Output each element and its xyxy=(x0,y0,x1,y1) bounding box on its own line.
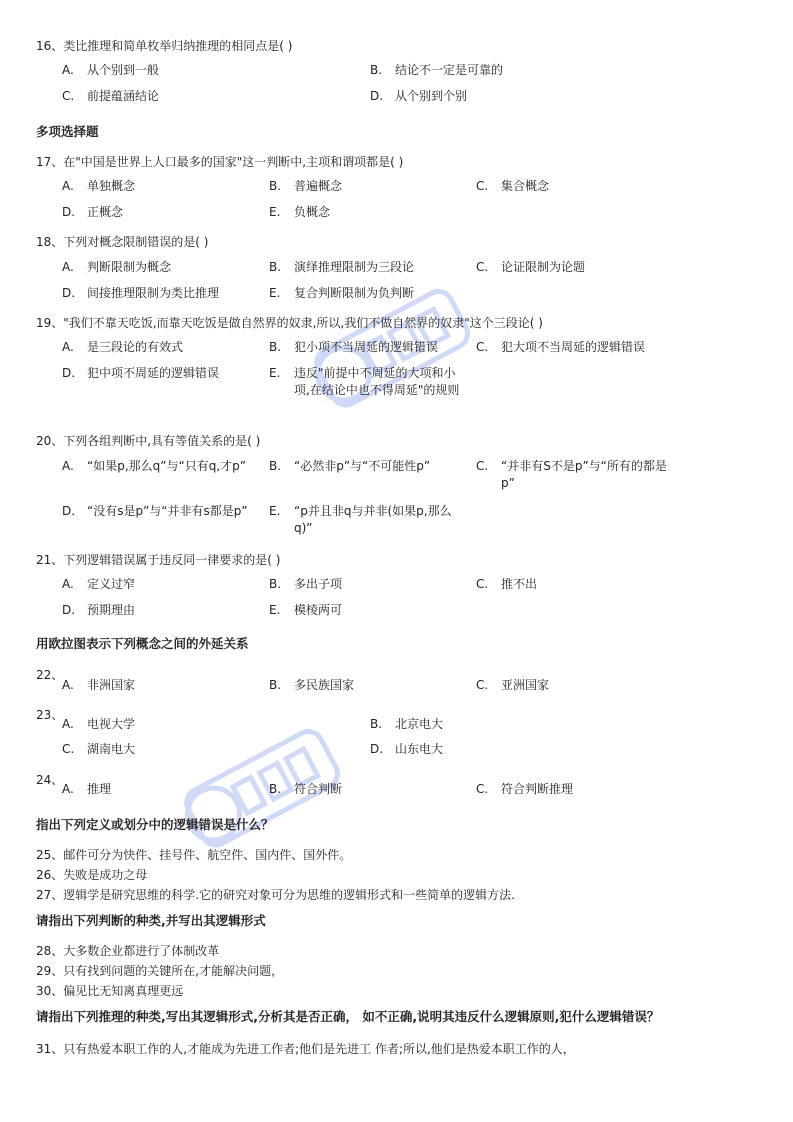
question-24-number: 24、 xyxy=(36,773,64,787)
section-multiple-choice: 多项选择题 xyxy=(36,124,99,139)
question-23-number: 23、 xyxy=(36,708,64,722)
question-31: 31、只有热爱本职工作的人,才能成为先进工作者;他们是先进工 作者;所以,他们是热爱本职工作的人， xyxy=(36,1042,575,1056)
section-judgment-types: 请指出下列判断的种类,并写出其逻辑形式 xyxy=(36,913,266,928)
q20-option-e[interactable]: E. “p并且非q与并非(如果p,那么q)” xyxy=(269,504,452,535)
question-21-stem: 21、下列逻辑错误属于违反同一律要求的是( ) xyxy=(36,553,281,567)
question-30: 30、偏见比无知离真理更远 xyxy=(36,984,184,998)
question-16-stem: 16、类比推理和简单枚举归纳推理的相同点是( ) xyxy=(36,39,293,53)
question-17-stem: 17、在"中国是世界上人口最多的国家"这一判断中,主项和谓项都是( ) xyxy=(36,155,404,169)
q19-option-e[interactable]: E. 违反"前提中不周延的大项和小项,在结论中也不得周延"的规则 xyxy=(269,366,460,397)
question-28: 28、大多数企业都进行了体制改革 xyxy=(36,944,220,958)
question-27: 27、逻辑学是研究思维的科学.它的研究对象可分为思维的逻辑形式和一些简单的逻辑方法. xyxy=(36,888,515,902)
question-22-number: 22、 xyxy=(36,668,64,682)
exam-page: 16、类比推理和简单枚举归纳推理的相同点是( ) A. 从个别到一般 B. 结论不一定是可靠的 C. 前提蕴涵结论 D. 从个别到个别 多项选择题 17、在"中国是世界上人口最多的国家"这一判断中,主项和谓项都是( ) A. 单独概念 B. 普遍概念 C. 集合概念 D. 正概念 E. 负概念 18、下列对概念限制错误的是( ) A. 判断限制为概念 B. 演绎推理限制为三段论 C. 论证限制为论题 D. 间接推理限制为类比推理 E. 复合判断限制为负判断 19、"我们不靠天吃饭,而靠天吃饭是做自然界的奴隶,所以,我们不做自然界的奴隶"这个三段论( ) A. 是三段论的有效式 B. 犯小项不当周延的逻辑错误 C. 犯大项不当周延的逻辑错误 D. 犯中项不周延的逻辑错误 E. 违反"前提中不周延的大项和小项,在结论中也不得周延"的规则 20、下列各组判断中,具有等值关系的是( ) A. “如果p,那么q”与“只有q,才p” B. “必然非p”与“不可能性p” C. “并非有S不是p”与“所有的都是p” D. “没有s是p”与“并非有s都是p” E. “p并且非q与并非(如果p,那么q)” 21、下列逻辑错误属于违反同一律要求的是( ) A. 定义过窄 B. 多出子项 C. 推不出 D. 预期理由 E. 模棱两可 用欧拉图表示下列概念之间的外延关系 22、 A. 非洲国家 B. 多民族国家 C. 亚洲国家 23、 A. 电视大学 B. 北京电大 C. 湖南电大 D. 山东电大 24、 A. 推理 B. 符合判断 C. 符合判断推理 指出下列定义或划分中的逻辑错误是什么？ 25、邮件可分为快件、挂号件、航空件、国内件、国外件。 26、失败是成功之母 27、逻辑学是研究思维的科学.它的研究对象可分为思维的逻辑形式和一些简单的逻辑方法. 请指出下列判断的种类,并写出其逻辑形式 28、大多数企业都进行了体制改革 29、只有找到问题的关键所在,才能解决问题， 30、偏见比无知离真理更远 请指出下列推理的种类,写出其逻辑形式,分析其是否正确， 如不正确,说明其违反什么逻辑原则,犯什么逻辑错误？ 31、只有热爱本职工作的人,才能成为先进工作者;他们是先进工 作者;所以,他们是热爱本职工作的人， xyxy=(0,0,793,1122)
section-euler-diagram: 用欧拉图表示下列概念之间的外延关系 xyxy=(36,636,249,651)
question-29: 29、只有找到问题的关键所在,才能解决问题， xyxy=(36,964,284,978)
question-18-stem: 18、下列对概念限制错误的是( ) xyxy=(36,235,209,249)
question-26: 26、失败是成功之母 xyxy=(36,868,148,882)
question-19-stem: 19、"我们不靠天吃饭,而靠天吃饭是做自然界的奴隶,所以,我们不做自然界的奴隶"这个三段论( ) xyxy=(36,316,543,330)
section-inference-analysis: 请指出下列推理的种类,写出其逻辑形式,分析其是否正确， 如不正确,说明其违反什么逻辑原则,犯什么逻辑错误？ xyxy=(36,1009,660,1024)
q20-option-c[interactable]: C. “并非有S不是p”与“所有的都是p” xyxy=(476,459,667,490)
question-25: 25、邮件可分为快件、挂号件、航空件、国内件、国外件。 xyxy=(36,848,352,862)
section-definition-errors: 指出下列定义或划分中的逻辑错误是什么？ xyxy=(36,817,274,832)
question-20-stem: 20、下列各组判断中,具有等值关系的是( ) xyxy=(36,434,261,448)
